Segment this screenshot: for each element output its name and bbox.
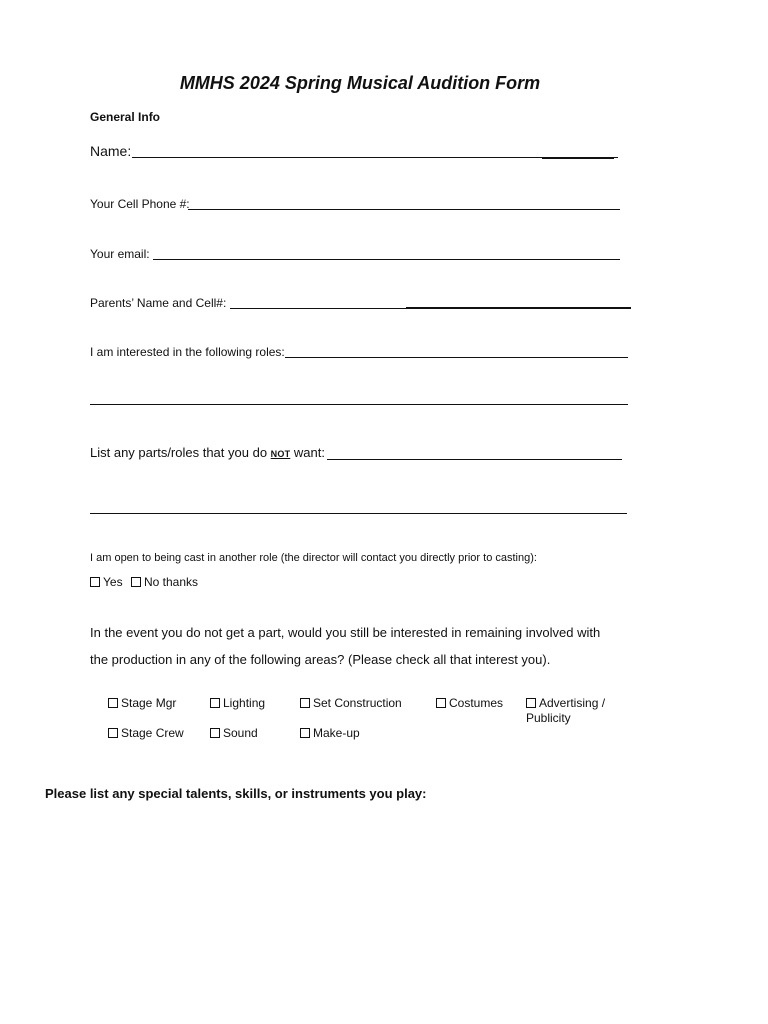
not-want-field[interactable] — [327, 459, 622, 460]
not-want-label — [90, 445, 325, 460]
publicity-label: Publicity — [526, 711, 571, 725]
set-construction-label: Set Construction — [313, 696, 402, 710]
area-costumes[interactable] — [436, 696, 503, 710]
area-stage-mgr[interactable] — [108, 696, 176, 710]
parents-field-thick — [406, 307, 631, 309]
talents-prompt: Please list any special talents, skills, or instruments you play: — [45, 786, 427, 801]
roles-label: I am interested in the following roles: — [90, 345, 285, 359]
makeup-checkbox[interactable] — [300, 728, 310, 738]
name-field-underline-extra — [542, 157, 614, 159]
advertising-label: Advertising / — [539, 696, 606, 710]
no-thanks-label: No thanks — [144, 575, 199, 589]
no-thanks-checkbox[interactable] — [131, 577, 141, 587]
stage-crew-label: Stage Crew — [121, 726, 184, 740]
area-makeup[interactable] — [300, 726, 360, 740]
area-advertising[interactable] — [526, 696, 605, 710]
area-set-construction[interactable] — [300, 696, 402, 710]
name-label: Name: — [90, 143, 132, 159]
area-lighting[interactable] — [210, 696, 265, 710]
costumes-label: Costumes — [449, 696, 504, 710]
not-emphasis: NOT — [270, 449, 291, 459]
stage-mgr-label: Stage Mgr — [121, 696, 177, 710]
lighting-checkbox[interactable] — [210, 698, 220, 708]
involvement-line-2: the production in any of the following areas? (Please check all that interest you). — [90, 652, 551, 667]
advertising-checkbox[interactable] — [526, 698, 536, 708]
email-label: Your email: — [90, 247, 150, 261]
yes-option[interactable] — [90, 575, 123, 589]
talents-answer-area[interactable] — [45, 810, 725, 1000]
yes-label: Yes — [103, 575, 123, 589]
sound-label: Sound — [223, 726, 258, 740]
phone-field[interactable] — [188, 209, 620, 210]
other-role-question: I am open to being cast in another role (the director will contact you directly prior to casting): — [90, 552, 537, 564]
set-construction-checkbox[interactable] — [300, 698, 310, 708]
parents-field[interactable] — [230, 308, 406, 309]
costumes-checkbox[interactable] — [436, 698, 446, 708]
parents-label: Parents’ Name and Cell#: — [90, 296, 227, 310]
not-want-suffix: want: — [293, 445, 325, 460]
area-stage-crew[interactable] — [108, 726, 184, 740]
not-want-field-line2[interactable] — [90, 513, 627, 514]
roles-field[interactable] — [285, 357, 628, 358]
not-want-prefix: List any parts/roles that you do — [90, 445, 268, 460]
sound-checkbox[interactable] — [210, 728, 220, 738]
email-field[interactable] — [153, 259, 620, 260]
area-sound[interactable] — [210, 726, 258, 740]
makeup-label: Make-up — [313, 726, 360, 740]
phone-label: Your Cell Phone #: — [90, 197, 190, 211]
stage-crew-checkbox[interactable] — [108, 728, 118, 738]
roles-field-line2[interactable] — [90, 404, 628, 405]
section-heading-general-info: General Info — [90, 110, 161, 124]
yes-checkbox[interactable] — [90, 577, 100, 587]
form-title: MMHS 2024 Spring Musical Audition Form — [179, 73, 541, 93]
lighting-label: Lighting — [223, 696, 266, 710]
no-thanks-option[interactable] — [131, 575, 198, 589]
involvement-line-1: In the event you do not get a part, would you still be interested in remaining involved with — [90, 625, 601, 640]
stage-mgr-checkbox[interactable] — [108, 698, 118, 708]
